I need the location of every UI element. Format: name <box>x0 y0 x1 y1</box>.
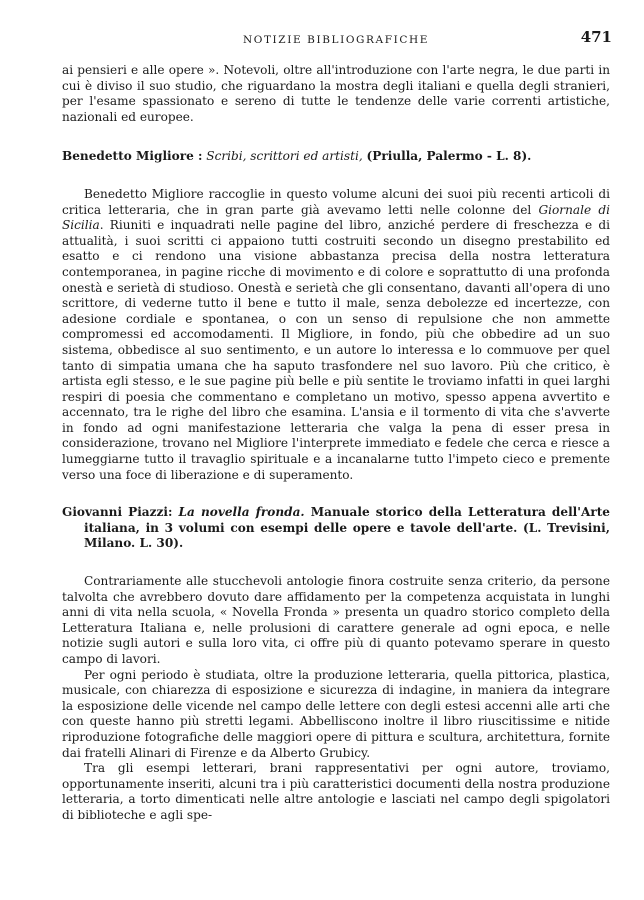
review-text: Benedetto Migliore raccoglie in questo volume alcuni dei suoi più recenti articoli di critica letteraria, che in gran parte già avevamo letti nelle colonne del <box>62 186 610 217</box>
page-number: 471 <box>580 28 612 46</box>
journal-title: Giornale di Sicilia <box>62 202 610 233</box>
review-author: Benedetto Migliore : <box>62 149 203 164</box>
review-publication-info: (Priulla, Palermo - L. 8). <box>366 149 532 164</box>
review-heading-piazzi <box>62 505 610 552</box>
review-body-migliore <box>62 187 610 483</box>
review-book-title: Scribi, scrittori ed artisti, <box>206 149 363 164</box>
page-header <box>58 28 614 54</box>
page-content <box>62 63 610 824</box>
review-paragraph: Per ogni periodo è studiata, oltre la produzione letteraria, quella pittorica, plastica, musicale, con chiarezza di esposizione e sicurezza di indagine, in maniera da integrare la esposizione delle vicende nel campo delle lettere con degli estesi accenni alle arti che con queste hanno più stretti legami. Abbelliscono inoltre il libro riuscitissime e nitide riproduzione fotografiche delle maggiori opere di pittura e scultura, architettura, fornite dai fratelli Alinari di Firenze e da Alberto Grubicy. <box>62 667 610 760</box>
review-paragraph: Contrariamente alle stucchevoli antologie finora costruite senza criterio, da persone talvolta che avrebbero dovuto dare affidamento per la competenza acquistata in lunghi anni di vita nella scuola, « Novella Fronda » presenta un quadro storico completo della Letteratura Italiana e, nelle prolusioni di carattere generale ad ogni epoca, e nelle notizie sugli autori e sulla loro vita, ci offre più di quanto potevamo sperare in questo campo di lavori. <box>62 574 610 666</box>
intro-paragraph: ai pensieri e alle opere ». Notevoli, oltre all'introduzione con l'arte negra, le due parti in cui è diviso il suo studio, che riguardano la mostra degli italiani e quella degli stranieri, per l'esame spassionato e sereno di tutte le tendenze delle varie correnti artistiche, nazionali ed europee. <box>62 63 610 124</box>
review-heading-migliore <box>62 149 610 165</box>
review-author: Giovanni Piazzi: <box>62 505 173 520</box>
review-book-title: La novella fronda. <box>178 505 305 520</box>
review-paragraph: Tra gli esempi letterari, brani rappresentativi per ogni autore, troviamo, opportunamente inseriti, alcuni tra i più caratteristici documenti della nostra produzione letteraria, a torto dimenticati nelle altre antologie e lasciati nel campo degli spigolatori di biblioteche e agli spe- <box>62 761 610 822</box>
running-title: NOTIZIE BIBLIOGRAFICHE <box>242 34 430 46</box>
review-publication-info: Manuale storico della Letteratura dell'Arte italiana, in 3 volumi con esempi delle opere e tavole dell'arte. (L. Trevisini, Milano. L. 30). <box>84 505 610 551</box>
review-text: . Riuniti e inquadrati nelle pagine del libro, anziché perdere di freschezza e di attualità, i suoi scritti ci appaiono tutti costruiti secondo un disegno prestabilito ed esatto e ci rendono una visione abbastanza precisa della nostra letteratura contemporanea, in pagine ricche di movimento e di colore e soprattutto di una profonda onestà e serietà di studioso. Onestà e serietà che gli consentano, davanti all'opera di uno scrittore, di vederne tutto il bene e tutto il male, senza debolezze ed incertezze, con adesione cordiale e spontanea, o con un senso di repulsione che non ammette compromessi ed accomodamenti. Il Migliore, in fondo, più che obbedire ad un suo sistema, obbedisce al suo sentimento, e un autore lo interessa e lo commuove per quel tanto di simpatia umana che ha saputo trasfondere nel suo lavoro. Più che critico, è artista egli stesso, e le sue pagine più belle e più sentite le troviamo infatti in quei larghi respiri di poesia che commentano e completano un motivo, spesso appena avvertito e accennato, tra le righe del libro che esamina. L'ansia e il tormento di vita che s'avverte in fondo ad ogni manifestazione letteraria che valga la pena di esser presa in considerazione, trovano nel Migliore l'interprete immediato e fedele che cerca e riesce a lumeggiarne tutto il travaglio spirituale e a incanalarne tutto l'impeto cieco e premente verso una foce di liberazione e di superamento. <box>62 218 610 482</box>
